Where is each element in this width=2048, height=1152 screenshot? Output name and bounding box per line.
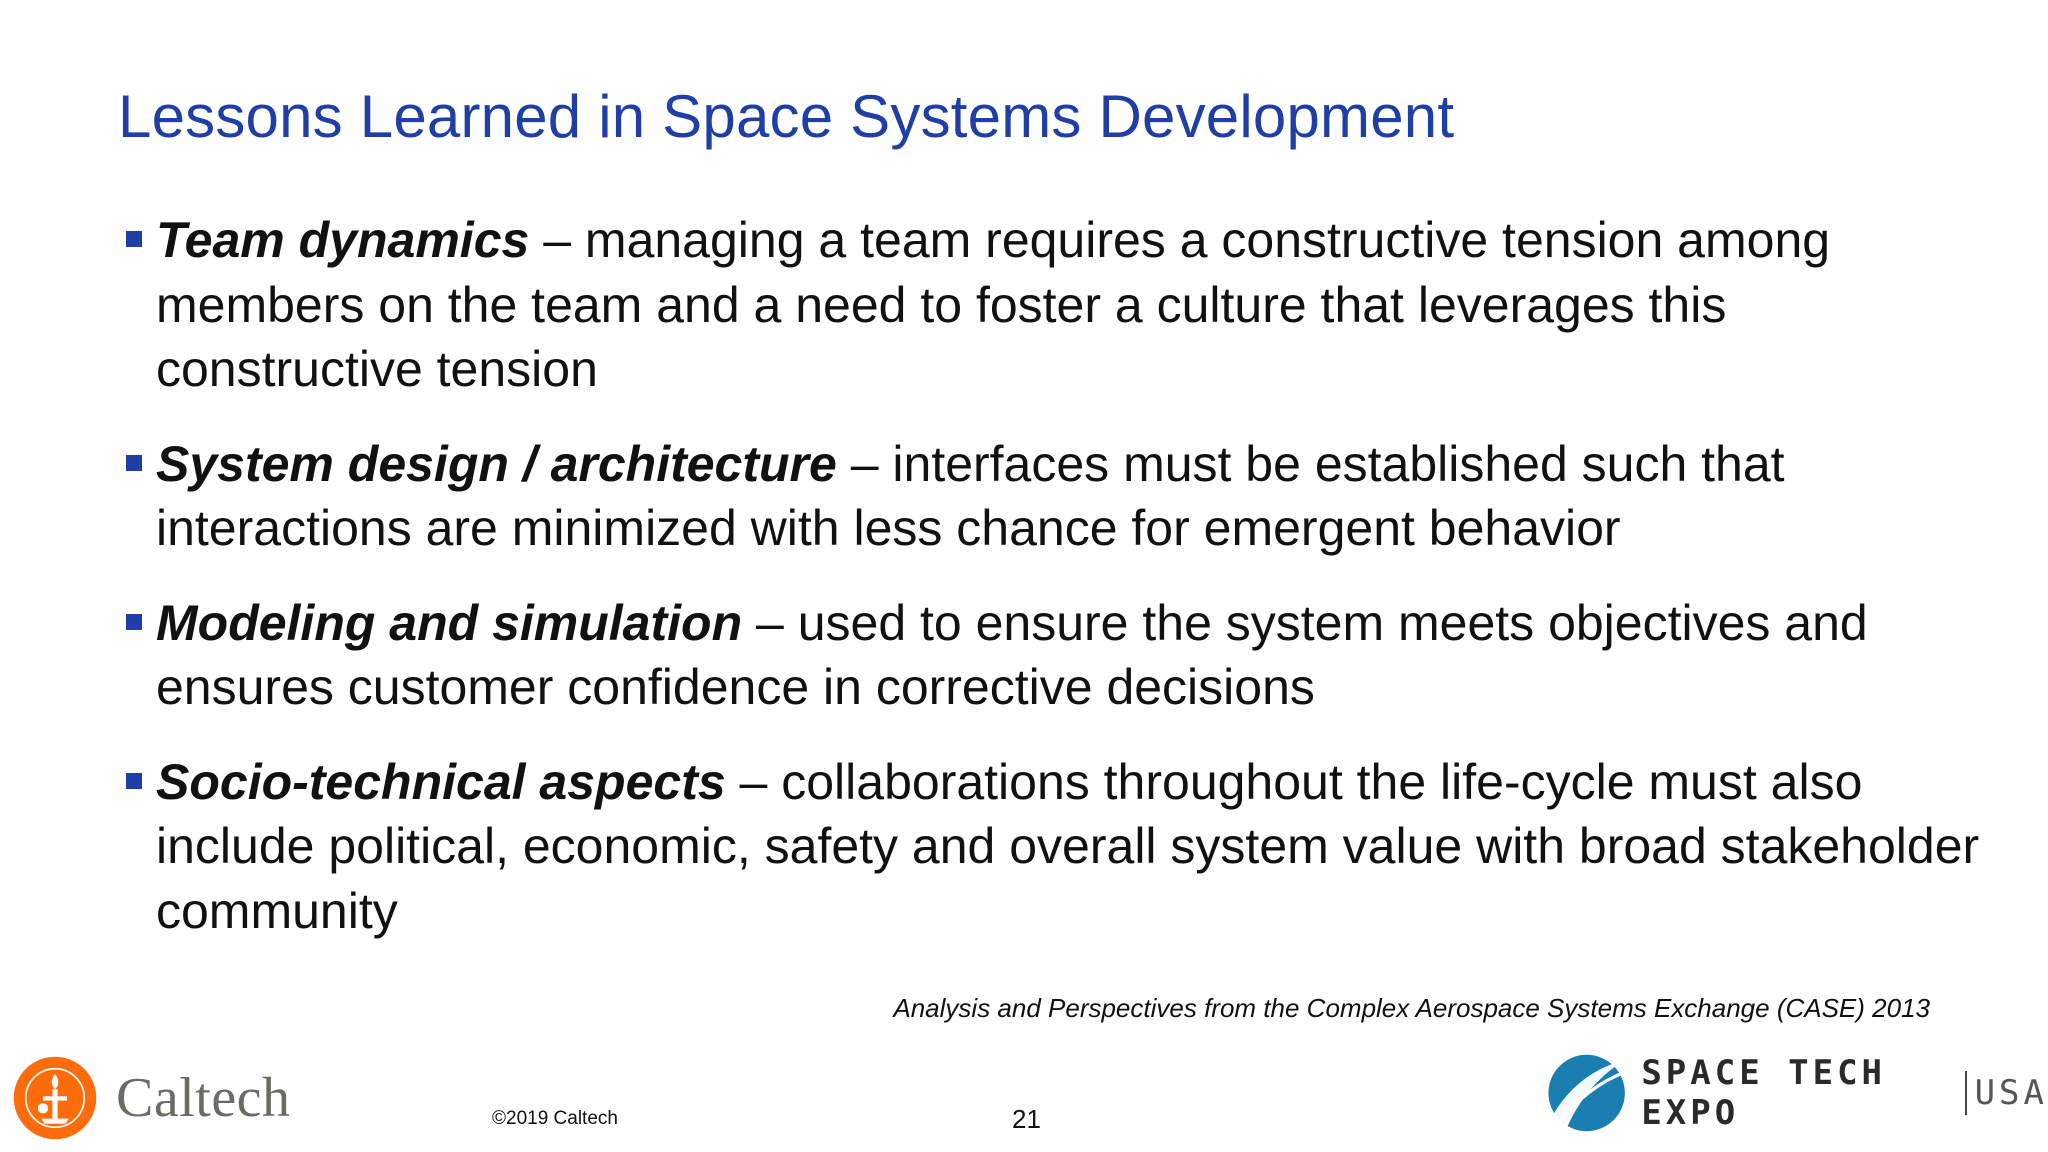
footer-copyright: ©2019 Caltech	[492, 1108, 618, 1129]
caltech-logo	[12, 1055, 291, 1141]
source-citation: Analysis and Perspectives from the Complex Aerospace Systems Exchange (CASE) 2013	[893, 993, 1930, 1023]
page-number: 21	[1012, 1104, 1041, 1134]
bullet-modeling-simulation	[118, 591, 1998, 720]
caltech-wordmark: Caltech	[116, 1067, 291, 1129]
caltech-seal-icon	[12, 1055, 98, 1141]
bullet-socio-technical	[118, 750, 1998, 944]
globe-swoosh-icon	[1546, 1046, 1627, 1140]
bullet-team-dynamics	[118, 208, 1998, 402]
square-bullet-icon	[126, 773, 142, 789]
bullet-term: Modeling and simulation	[156, 594, 743, 651]
bullet-term: System design / architecture	[156, 435, 837, 492]
bullet-text: – interfaces must be established such that interactions are minimized with less chance for emergent behavior	[156, 435, 1785, 556]
square-bullet-icon	[126, 614, 142, 630]
expo-region: USA	[1974, 1073, 2048, 1113]
square-bullet-icon	[126, 231, 142, 247]
expo-divider	[1965, 1071, 1967, 1115]
bullet-text: – collaborations throughout the life-cycle must also include political, economic, safety and overall system value with broad stakeholder community	[156, 753, 1980, 939]
bullet-text: – used to ensure the system meets objectives and ensures customer confidence in corrective decisions	[156, 594, 1868, 715]
bullet-list	[118, 208, 1998, 973]
bullet-term: Team dynamics	[156, 212, 530, 268]
bullet-text: – managing a team requires a constructive tension among members on the team and a need to foster a culture that leverages this constructive tension	[156, 212, 1831, 397]
space-tech-expo-logo	[1546, 1046, 2048, 1140]
square-bullet-icon	[126, 455, 142, 471]
bullet-term: Socio-technical aspects	[156, 753, 726, 810]
expo-name: SPACE TECH EXPO	[1641, 1053, 1887, 1133]
bullet-system-design	[118, 432, 1998, 561]
slide-title: Lessons Learned in Space Systems Development	[118, 83, 1455, 150]
